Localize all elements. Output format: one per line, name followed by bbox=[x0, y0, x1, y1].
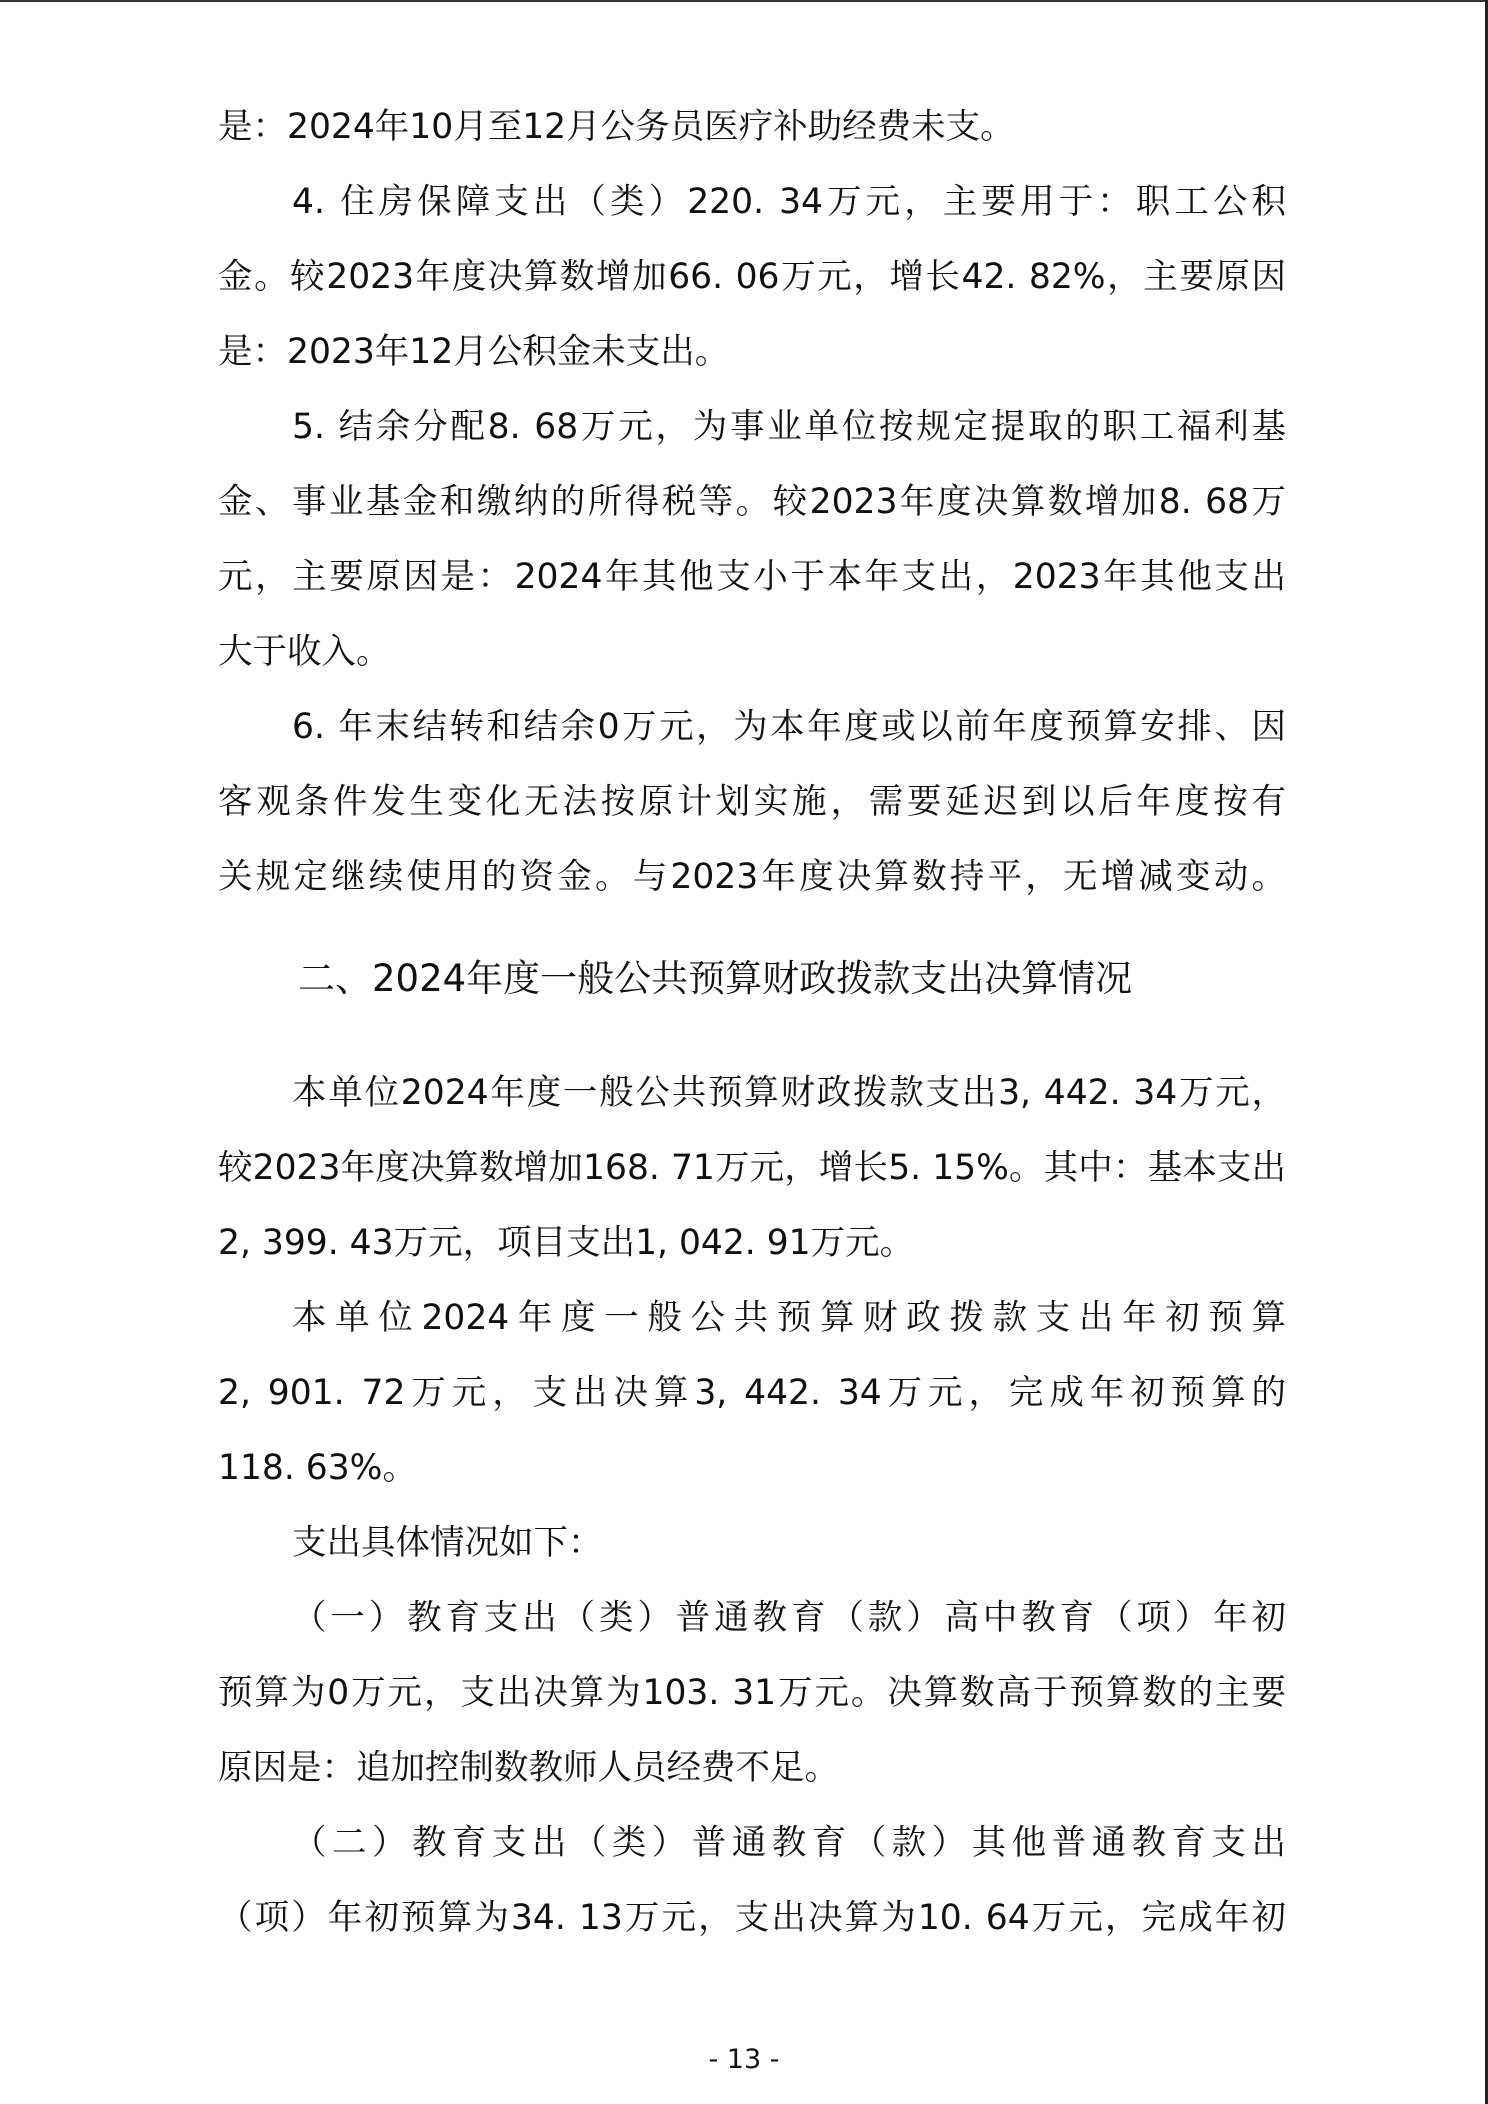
page-top-border bbox=[0, 0, 1488, 2]
text-line: 是：2024年10月至12月公务员医疗补助经费未支。 bbox=[218, 107, 1015, 147]
section-heading: 二、2024年度一般公共预算财政拨款支出决算情况 bbox=[298, 957, 1133, 1000]
text-line: 较2023年度决算数增加168. 71万元，增长5. 15%。其中：基本支出 bbox=[218, 1148, 1286, 1188]
paragraph-budget-completion bbox=[218, 1281, 1286, 1506]
text-line: 预算为0万元，支出决算为103. 31万元。决算数高于预算数的主要 bbox=[218, 1673, 1286, 1713]
text-line: 原因是：追加控制数教师人员经费不足。 bbox=[218, 1748, 839, 1788]
document-body bbox=[218, 90, 1286, 1956]
page-number: - 13 - bbox=[708, 2044, 780, 2075]
text-line: （一）教育支出（类）普通教育（款）高中教育（项）年初 bbox=[292, 1598, 1286, 1638]
spacer bbox=[218, 915, 1286, 941]
text-line: 2, 901. 72万元，支出决算3, 442. 34万元，完成年初预算的 bbox=[218, 1373, 1286, 1413]
text-line: 金。较2023年度决算数增加66. 06万元，增长42. 82%，主要原因 bbox=[218, 257, 1286, 297]
paragraph-surplus-distribution bbox=[218, 390, 1286, 690]
text-line: 5. 结余分配8. 68万元，为事业单位按规定提取的职工福利基 bbox=[292, 407, 1286, 447]
text-line: 是：2023年12月公积金未支出。 bbox=[218, 332, 730, 372]
text-line: 关规定继续使用的资金。与2023年度决算数持平，无增减变动。 bbox=[218, 857, 1286, 897]
paragraph-item-2 bbox=[218, 1806, 1286, 1956]
text-line: 4. 住房保障支出（类）220. 34万元，主要用于：职工公积 bbox=[292, 182, 1286, 222]
text-line: 本单位2024年度一般公共预算财政拨款支出年初预算 bbox=[292, 1298, 1286, 1338]
paragraph-1 bbox=[218, 90, 1286, 165]
text-line: 客观条件发生变化无法按原计划实施，需要延迟到以后年度按有 bbox=[218, 782, 1286, 822]
text-line: 大于收入。 bbox=[218, 632, 391, 672]
text-line: 2, 399. 43万元，项目支出1, 042. 91万元。 bbox=[218, 1223, 915, 1263]
paragraph-total-expenditure bbox=[218, 1056, 1286, 1281]
paragraph-details-intro bbox=[218, 1506, 1286, 1581]
text-line: （项）年初预算为34. 13万元，支出决算为10. 64万元，完成年初 bbox=[218, 1898, 1286, 1938]
text-line: 金、事业基金和缴纳的所得税等。较2023年度决算数增加8. 68万 bbox=[218, 482, 1286, 522]
text-line: （二）教育支出（类）普通教育（款）其他普通教育支出 bbox=[292, 1823, 1286, 1863]
text-line: 6. 年末结转和结余0万元，为本年度或以前年度预算安排、因 bbox=[292, 707, 1286, 747]
text-line: 本单位2024年度一般公共预算财政拨款支出3, 442. 34万元， bbox=[292, 1073, 1286, 1113]
paragraph-year-end-balance bbox=[218, 690, 1286, 915]
spacer bbox=[218, 1016, 1286, 1056]
text-line: 元，主要原因是：2024年其他支小于本年支出，2023年其他支出 bbox=[218, 557, 1286, 597]
paragraph-housing-expenditure bbox=[218, 165, 1286, 390]
paragraph-item-1 bbox=[218, 1581, 1286, 1806]
text-line: 支出具体情况如下： bbox=[292, 1523, 603, 1563]
text-line: 118. 63%。 bbox=[218, 1448, 417, 1488]
